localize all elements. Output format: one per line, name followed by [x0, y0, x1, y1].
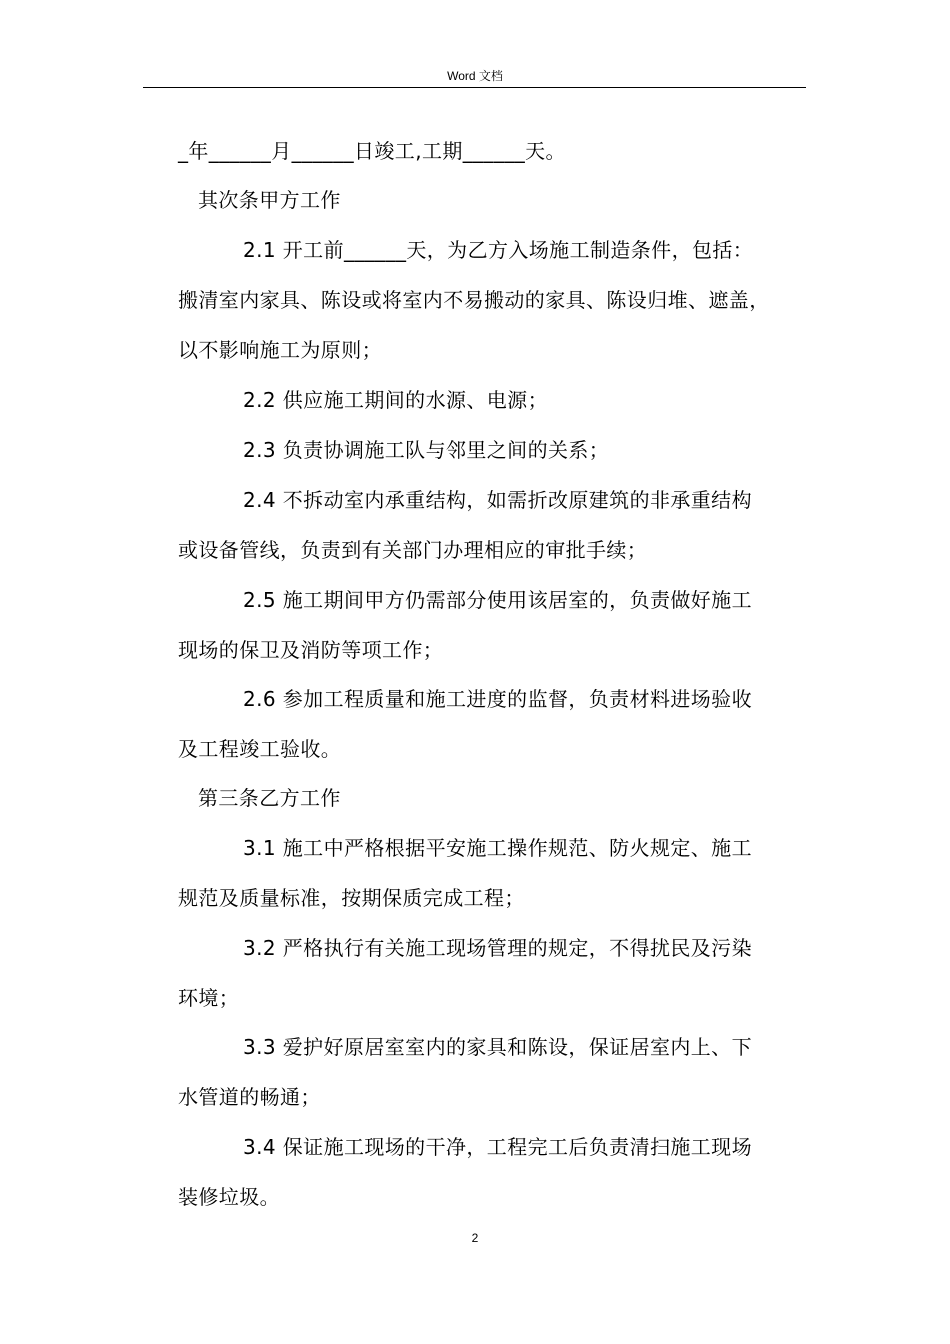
section-heading: 第三条乙方工作: [198, 786, 341, 810]
paragraph-line: 规范及质量标准，按期保质完成工程；: [178, 886, 525, 910]
paragraph-line: 装修垃圾。: [178, 1185, 280, 1209]
paragraph-line: 以不影响施工为原则；: [178, 338, 382, 362]
paragraph-line: 3.2 严格执行有关施工现场管理的规定，不得扰民及污染: [243, 936, 752, 960]
header-divider: [143, 87, 806, 88]
paragraph-line: 或设备管线，负责到有关部门办理相应的审批手续；: [178, 538, 648, 562]
paragraph-line: 3.3 爱护好原居室室内的家具和陈设，保证居室内上、下: [243, 1035, 752, 1059]
page-header: Word 文档: [447, 69, 503, 83]
paragraph-line: 3.4 保证施工现场的干净，工程完工后负责清扫施工现场: [243, 1135, 752, 1159]
section-heading: 其次条甲方工作: [198, 188, 341, 212]
paragraph-line: 环境；: [178, 986, 240, 1010]
paragraph-line: 2.6 参加工程质量和施工进度的监督，负责材料进场验收: [243, 687, 752, 711]
paragraph-line: 2.2 供应施工期间的水源、电源；: [243, 388, 548, 412]
page-number: 2: [471, 1231, 479, 1245]
paragraph-line: 2.3 负责协调施工队与邻里之间的关系；: [243, 438, 610, 462]
paragraph-line: 搬清室内家具、陈设或将室内不易搬动的家具、陈设归堆、遮盖，: [178, 288, 770, 312]
paragraph-line: 水管道的畅通；: [178, 1085, 321, 1109]
paragraph-line: 2.1 开工前______天，为乙方入场施工制造条件，包括：: [243, 238, 754, 262]
paragraph-line: 2.4 不拆动室内承重结构，如需折改原建筑的非承重结构: [243, 488, 752, 512]
paragraph-line: 2.5 施工期间甲方仍需部分使用该居室的，负责做好施工: [243, 588, 752, 612]
paragraph-line: 现场的保卫及消防等项工作；: [178, 638, 444, 662]
paragraph-line: 及工程竣工验收。: [178, 737, 342, 761]
paragraph-line: _年______月______日竣工,工期______天。: [178, 139, 566, 163]
paragraph-line: 3.1 施工中严格根据平安施工操作规范、防火规定、施工: [243, 836, 752, 860]
